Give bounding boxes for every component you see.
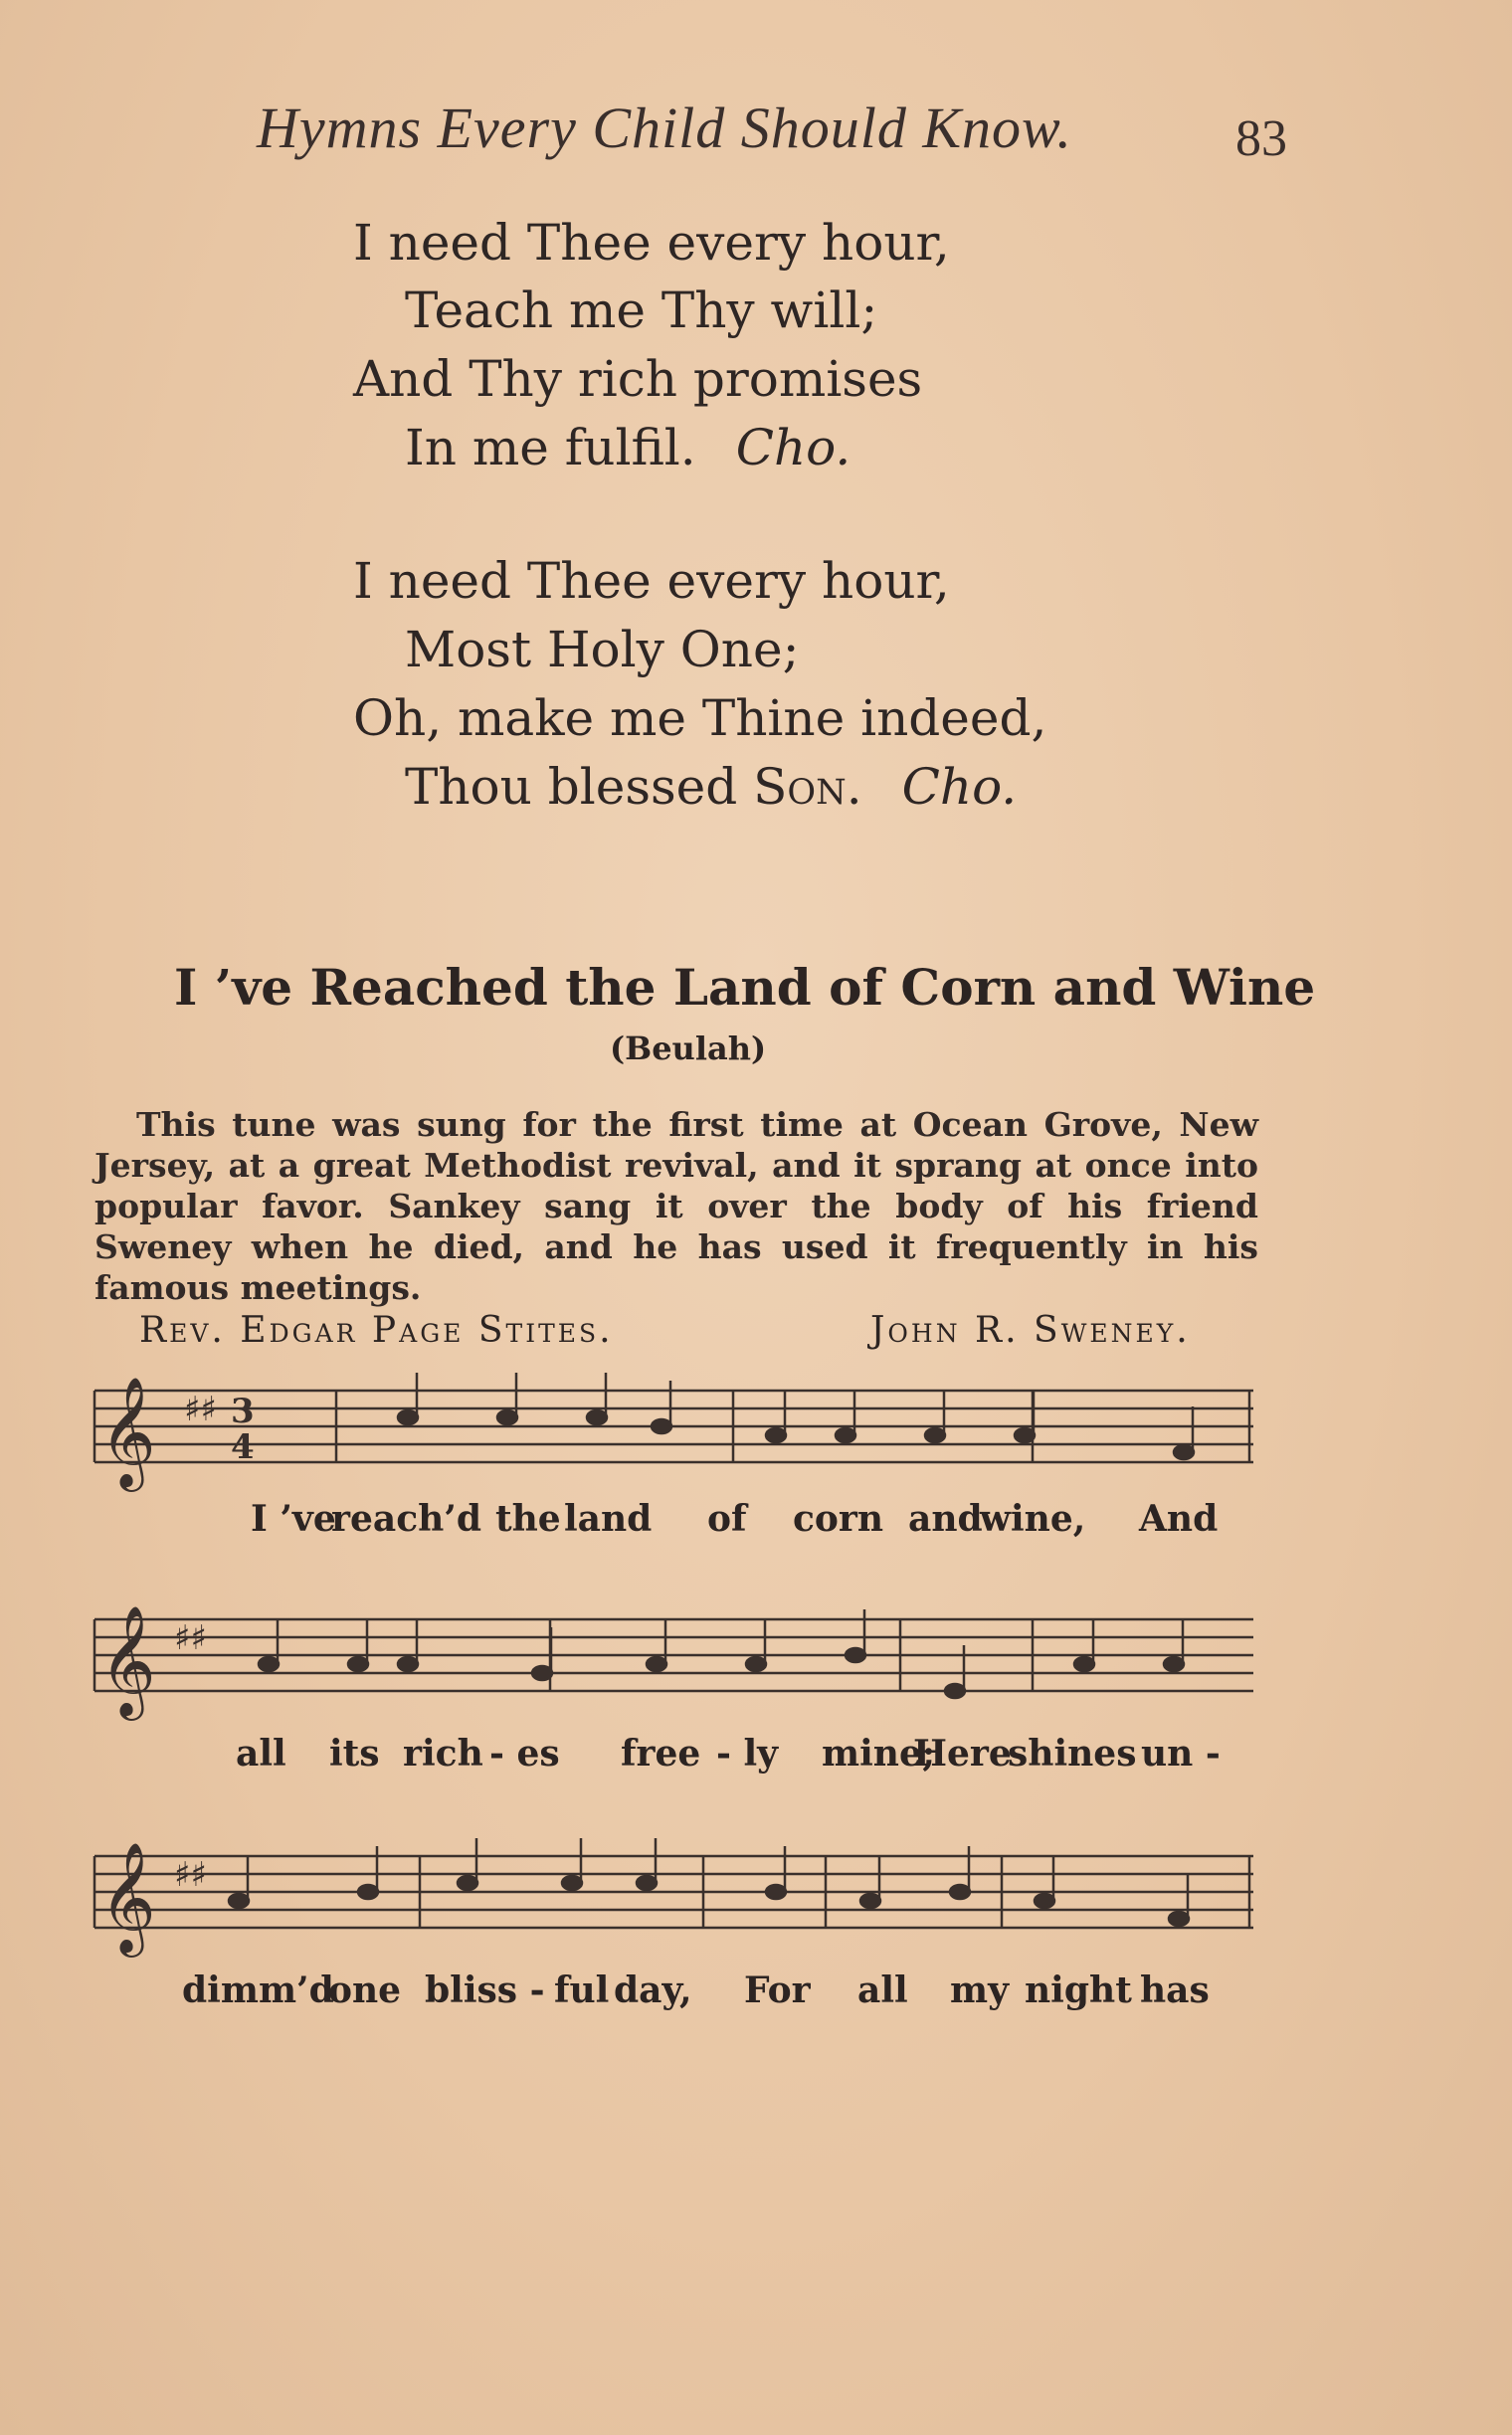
lyric-syllable: of (707, 1498, 747, 1540)
chorus-mark: Cho. (735, 419, 851, 476)
lyric-syllable: one (328, 1969, 402, 2011)
lyric-syllable: mine; (822, 1733, 936, 1775)
composer-credit: John R. Sweney. (870, 1310, 1191, 1351)
lyric-syllable: rich (403, 1733, 483, 1775)
verse-line-text: In me fulfil. (405, 419, 696, 476)
chorus-mark: Cho. (901, 758, 1018, 816)
lyric-syllable: And (1139, 1498, 1219, 1540)
lyric-syllable: bliss - (425, 1969, 545, 2011)
svg-text:3: 3 (231, 1392, 255, 1431)
verse-line: And Thy rich promises (353, 350, 923, 408)
intro-paragraph: This tune was sung for the first time at Ocean Grove, New Jersey, at a great Methodist revival, and it sprang at once into popular favor. Sankey sang it over the body of his friend Sweney when he died, and he has used it frequently in his famous meetings. (94, 1105, 1258, 1307)
lyric-syllable: reach’d (331, 1498, 481, 1540)
tune-name: (Beulah) (610, 1030, 767, 1067)
sharp-icon: ♯♯ (184, 1390, 217, 1429)
lyric-syllable: ful (554, 1969, 610, 2011)
page-number: 83 (1235, 110, 1287, 167)
lyric-syllable: - ly (716, 1733, 779, 1775)
lyric-syllable: - es (489, 1733, 560, 1775)
sharp-icon: ♯♯ (174, 1618, 207, 1658)
verse-line-text: Thou blessed (405, 758, 754, 816)
song-title: I ’ve Reached the Land of Corn and Wine (174, 958, 1316, 1017)
verse-line (405, 758, 1017, 816)
lyric-syllable: my (950, 1969, 1010, 2011)
lyric-syllable: un - (1141, 1733, 1221, 1775)
music-staff-2 (0, 1592, 1512, 1731)
verse-line: Oh, make me Thine indeed, (353, 689, 1047, 747)
svg-text:4: 4 (231, 1427, 255, 1467)
lyric-syllable: free (621, 1733, 701, 1775)
lyric-syllable: and (908, 1498, 983, 1540)
lyric-syllable: wine, (980, 1498, 1086, 1540)
lyric-syllable: shines (1008, 1733, 1137, 1775)
lyric-syllable: land (564, 1498, 653, 1540)
lyricist-credit: Rev. Edgar Page Stites. (139, 1310, 614, 1351)
lyric-syllable: corn (793, 1498, 884, 1540)
verse-line (405, 419, 850, 476)
lyric-syllable: Here (913, 1733, 1012, 1775)
lyric-syllable: all (236, 1733, 286, 1775)
treble-clef-icon: 𝄞 (99, 1604, 156, 1716)
verse-line: I need Thee every hour, (353, 552, 950, 610)
treble-clef-icon: 𝄞 (99, 1376, 156, 1487)
sharp-icon: ♯♯ (174, 1855, 207, 1895)
lyric-syllable: the (495, 1498, 561, 1540)
music-staff-1 (0, 1363, 1512, 1502)
verse-line: Most Holy One; (405, 621, 800, 678)
treble-clef-icon: 𝄞 (99, 1841, 156, 1953)
lyric-syllable: day, (614, 1969, 692, 2011)
lyric-syllable: For (744, 1969, 811, 2011)
lyric-syllable: night (1025, 1969, 1132, 2011)
running-title: Hymns Every Child Should Know. (257, 95, 1072, 160)
verse-line: Teach me Thy will; (405, 281, 878, 339)
lyric-syllable: its (329, 1733, 380, 1775)
verse-line: I need Thee every hour, (353, 214, 950, 272)
lyric-syllable: dimm’d (182, 1969, 334, 2011)
lyric-syllable: has (1140, 1969, 1210, 2011)
lyric-syllable: I ’ve (251, 1498, 336, 1540)
music-staff-3 (0, 1828, 1512, 1967)
verse-word-smallcaps: Son. (753, 758, 862, 816)
lyric-syllable: all (857, 1969, 908, 2011)
